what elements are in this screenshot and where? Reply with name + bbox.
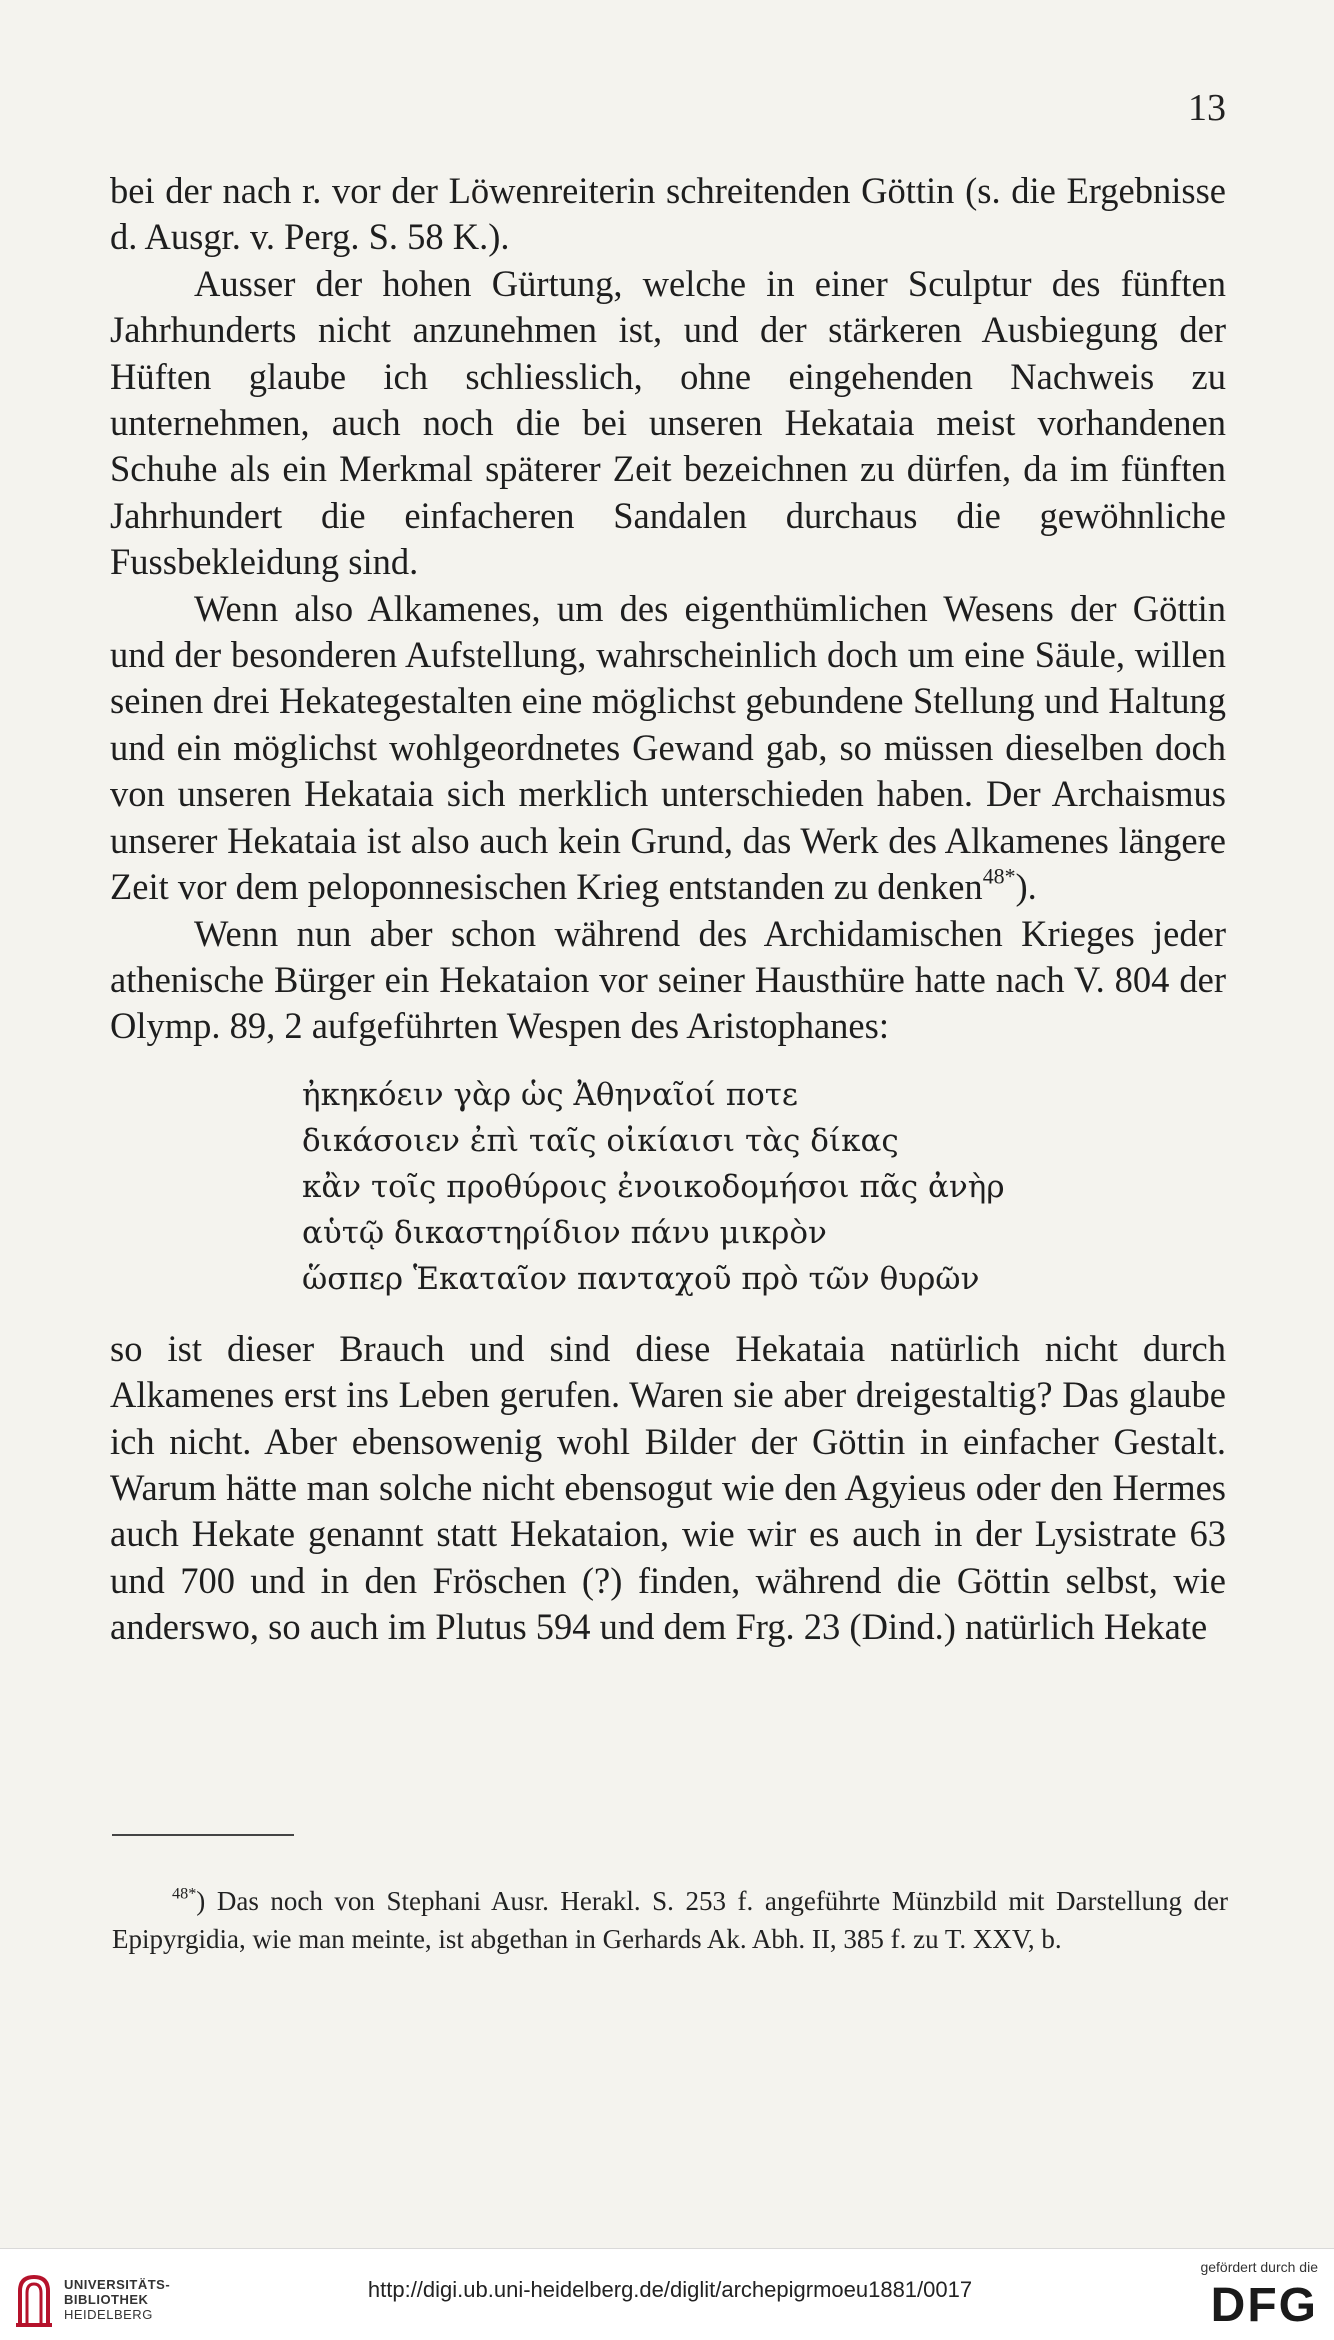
footnote-text: ) Das noch von Stephani Ausr. Herakl. S. 253 f. angeführte Münzbild mit Darstellung der Epipyrgidia, wie man meinte, ist abgethan in Gerhards Ak. Abh. II, 385 f. zu T. XXV, b. bbox=[112, 1886, 1228, 1954]
paragraph-3 bbox=[110, 586, 1226, 911]
paragraph-3-text: Wenn also Alkamenes, um des eigenthümlichen Wesens der Göttin und der besonderen Aufstellung, wahrscheinlich doch um eine Säule, willen seinen drei Hekategestalten eine möglichst gebundene Stellung und Haltung und ein möglichst wohlgeordnetes Gewand gab, so müssen dieselben doch von unseren Hekataia sich merklich unterschieden haben. Der Archaismus unserer Hekataia ist also auch kein Grund, das Werk des Alkamenes längere Zeit vor dem peloponnesischen Krieg entstanden zu denken bbox=[110, 587, 1226, 908]
greek-line: αὑτῷ δικαστηρίδιον πάνυ μικρὸν bbox=[302, 1214, 827, 1251]
greek-line: ὥσπερ Ἑκαταῖον πανταχοῦ πρὸ τῶν θυρῶν bbox=[302, 1260, 980, 1297]
footnote-ref[interactable]: 48* bbox=[982, 863, 1016, 889]
paragraph-4: Wenn nun aber schon während des Archidamischen Krieges jeder athenische Bürger ein Hekataion vor seiner Hausthüre hatte nach V. 804 der Olymp. 89, 2 aufgeführten Wespen des Aristophanes: bbox=[110, 912, 1226, 1047]
footnote-marker: 48* bbox=[172, 1884, 197, 1903]
paragraph-2: Ausser der hohen Gürtung, welche in einer Sculptur des fünften Jahrhunderts nicht anzunehmen ist, und der stärkeren Ausbiegung der Hüften glaube ich schliesslich, ohne eingehenden Nachweis zu unternehmen, auch noch die bei unseren Hekataia meist vorhandenen Schuhe als ein Merkmal späterer Zeit bezeichnen zu dürfen, da im fünften Jahrhundert die einfacheren Sandalen durchaus die gewöhnliche Fussbekleidung sind. bbox=[110, 262, 1226, 583]
page-url[interactable]: http://digi.ub.uni-heidelberg.de/diglit/archepigrmoeu1881/0017 bbox=[367, 2277, 973, 2302]
funder-label: gefördert durch die bbox=[1200, 2259, 1318, 2275]
greek-line: ἠκηκόειν γὰρ ὡς Ἀθηναῖοί ποτε bbox=[302, 1076, 798, 1113]
greek-line: δικάσοιεν ἐπὶ ταῖς οἰκίαισι τὰς δίκας bbox=[302, 1122, 899, 1159]
university-library-logo[interactable] bbox=[14, 2271, 214, 2329]
funder-logo[interactable] bbox=[1178, 2259, 1318, 2337]
viewer-footer bbox=[0, 2248, 1334, 2340]
paragraph-3-tail: ). bbox=[1015, 866, 1037, 908]
main-text bbox=[110, 168, 1226, 1651]
paragraph-1: bei der nach r. vor der Löwenreiterin schreitenden Göttin (s. die Ergebnisse d. Ausgr. v. Perg. S. 58 K.). bbox=[110, 170, 1226, 258]
closing-paragraph: so ist dieser Brauch und sind diese Hekataia natürlich nicht durch Alkamenes erst ins Leben gerufen. Waren sie aber dreigestaltig? Das glaube ich nicht. Aber ebensowenig wohl Bilder der Göttin in einfacher Gestalt. Warum hätte man solche nicht ebensogut wie den Agyieus oder den Hermes auch Hekate genannt statt Hekataion, wie wir es auch in der Lysistrate 63 und 700 und in den Fröschen (?) finden, während die Göttin selbst, wie anderswo, so auch im Plutus 594 und dem Frg. 23 (Dind.) natürlich Hekate bbox=[110, 1327, 1226, 1648]
greek-quote bbox=[302, 1072, 1226, 1302]
page-number: 13 bbox=[1188, 87, 1226, 129]
greek-line: κἂν τοῖς προθύροις ἐνοικοδομήσοι πᾶς ἀνὴρ bbox=[302, 1168, 1005, 1205]
library-emblem-icon bbox=[14, 2271, 54, 2329]
dfg-logo-text: DFG bbox=[1210, 2279, 1318, 2332]
footnote-divider bbox=[112, 1834, 294, 1836]
footnote bbox=[112, 1882, 1228, 1958]
library-name: UNIVERSITÄTS- BIBLIOTHEK HEIDELBERG bbox=[64, 2277, 171, 2322]
